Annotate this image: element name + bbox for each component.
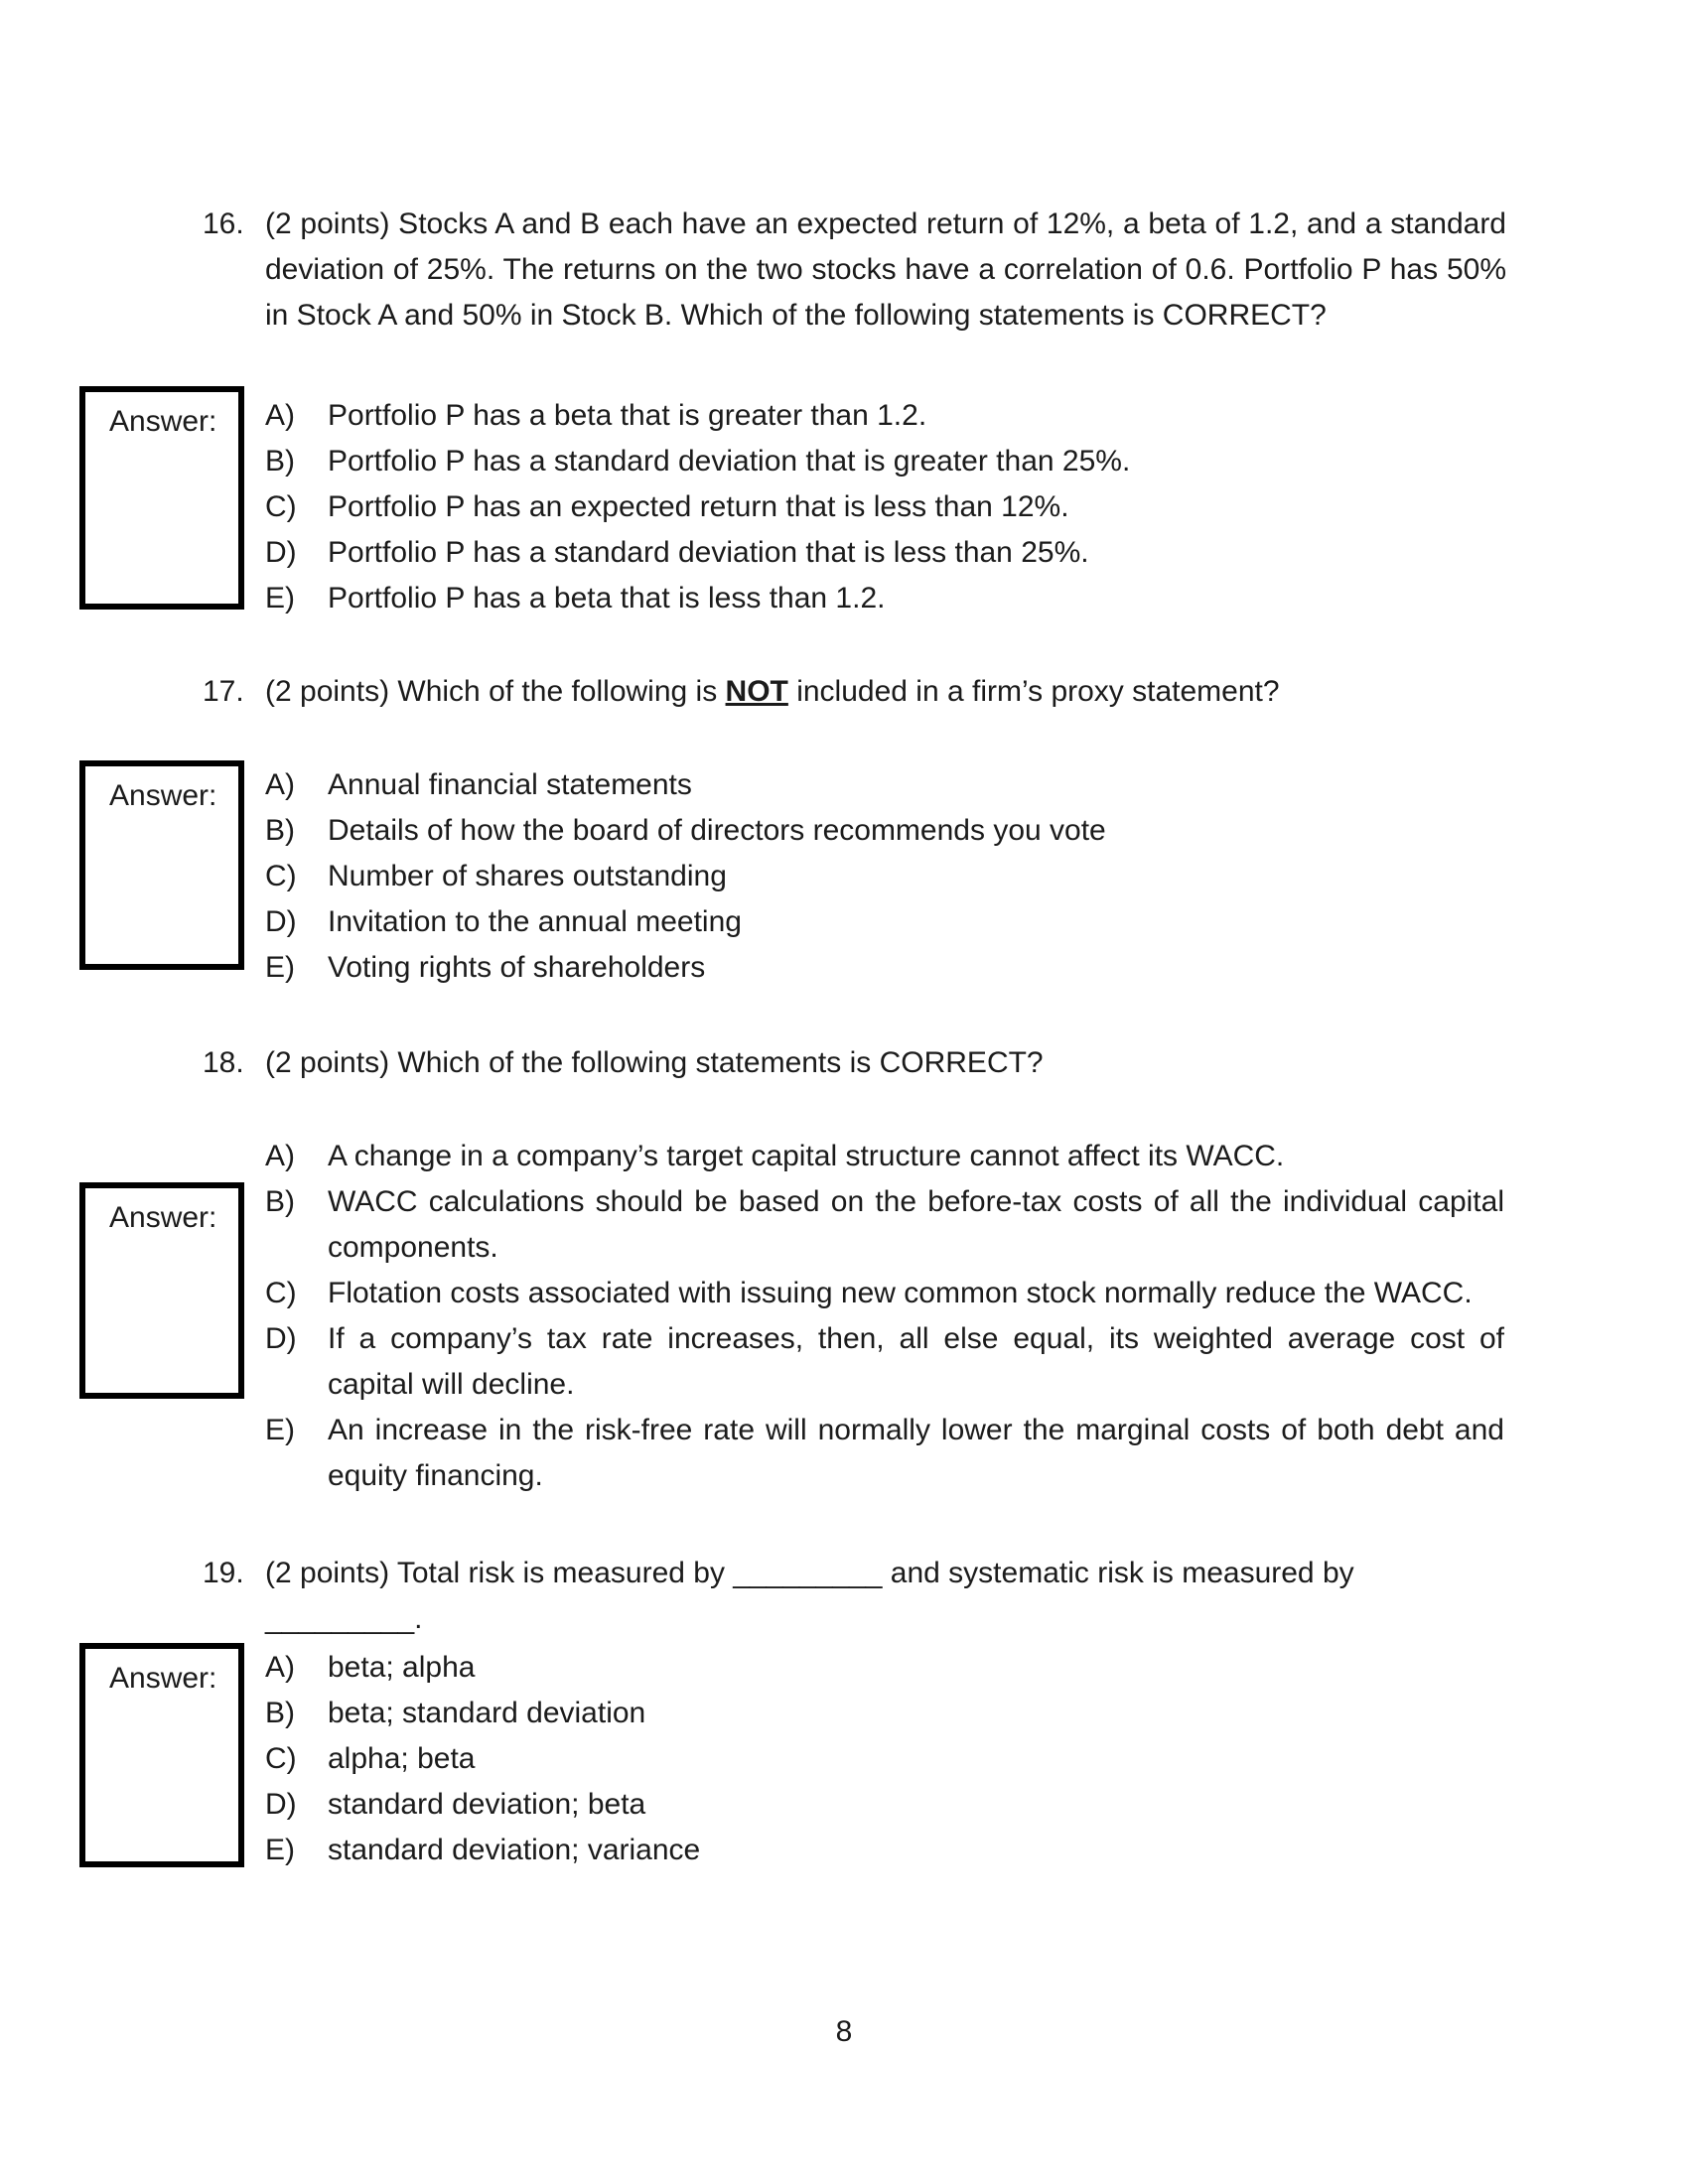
question-16 [203,202,1506,339]
option-letter: B) [265,445,295,478]
answer-box-q19 [79,1643,244,1867]
option-text: Portfolio P has a standard deviation that is less than 25%. [328,536,1089,569]
option-text: Annual financial statements [328,768,692,801]
option-row [265,1736,1504,1782]
option-letter: D) [265,536,297,569]
option-text: Portfolio P has an expected return that is less than 12%. [328,490,1069,523]
answer-label: Answer: [109,779,217,812]
option-letter: D) [265,1322,297,1355]
option-letter: A) [265,1651,295,1684]
answer-box-q18 [79,1182,244,1399]
option-text: standard deviation; beta [328,1788,646,1821]
option-row [265,899,1504,945]
option-letter: D) [265,1788,297,1821]
question-18-options [265,1134,1504,1499]
question-17 [203,669,1506,715]
option-row [265,393,1504,439]
option-row [265,1691,1504,1736]
option-letter: A) [265,768,295,801]
option-text: alpha; beta [328,1742,476,1775]
option-row [265,1271,1504,1316]
option-text: Portfolio P has a standard deviation that is greater than 25%. [328,445,1131,478]
option-text: Invitation to the annual meeting [328,905,742,938]
answer-label: Answer: [109,405,217,438]
option-text: beta; standard deviation [328,1697,646,1729]
option-letter: C) [265,1742,297,1775]
question-number: 18. [203,1046,244,1079]
option-letter: C) [265,490,297,523]
option-text: Portfolio P has a beta that is less than 1.2. [328,582,886,614]
option-row [265,576,1504,621]
not-emphasis: NOT [725,675,788,708]
option-letter: A) [265,1140,295,1172]
option-text: If a company’s tax rate increases, then, all else equal, its weighted average cost of capital will decline. [328,1322,1504,1401]
answer-label: Answer: [109,1662,217,1695]
option-text: A change in a company’s target capital structure cannot affect its WACC. [328,1140,1285,1172]
option-row [265,1408,1504,1499]
option-text: standard deviation; variance [328,1834,701,1866]
option-row [265,1828,1504,1873]
question-text [265,669,1506,715]
answer-box-q16 [79,386,244,610]
question-18 [203,1040,1506,1086]
option-letter: E) [265,1834,295,1866]
option-row [265,854,1504,899]
question-text: (2 points) Total risk is measured by _________ and systematic risk is measured by _________. [265,1557,1354,1635]
option-letter: D) [265,905,297,938]
option-text: WACC calculations should be based on the before-tax costs of all the individual capital components. [328,1185,1504,1264]
option-row [265,945,1504,991]
option-letter: C) [265,1277,297,1309]
option-row [265,439,1504,484]
question-text-before: (2 points) Which of the following is [265,675,726,708]
question-number: 19. [203,1557,244,1589]
option-text: beta; alpha [328,1651,476,1684]
option-row [265,1782,1504,1828]
answer-box-q17 [79,760,244,970]
option-row [265,762,1504,808]
question-16-options [265,393,1504,621]
option-text: Portfolio P has a beta that is greater than 1.2. [328,399,927,432]
option-letter: C) [265,860,297,892]
option-letter: B) [265,1185,295,1218]
option-row [265,808,1504,854]
option-letter: E) [265,951,295,984]
question-19-options [265,1645,1504,1873]
option-text: Number of shares outstanding [328,860,727,892]
option-letter: E) [265,582,295,614]
question-number: 16. [203,207,244,240]
option-letter: A) [265,399,295,432]
page-number: 8 [835,2015,853,2048]
option-row [265,1134,1504,1179]
option-text: An increase in the risk-free rate will normally lower the marginal costs of both debt and equity financing. [328,1414,1504,1492]
option-text: Details of how the board of directors recommends you vote [328,814,1106,847]
question-text-after: included in a firm’s proxy statement? [787,675,1280,708]
question-19 [203,1551,1506,1642]
option-row [265,1179,1504,1271]
option-letter: B) [265,814,295,847]
question-text: (2 points) Which of the following statements is CORRECT? [265,1046,1044,1079]
option-text: Voting rights of shareholders [328,951,706,984]
option-row [265,530,1504,576]
answer-label: Answer: [109,1201,217,1234]
option-letter: E) [265,1414,295,1446]
option-row [265,1316,1504,1408]
option-text: Flotation costs associated with issuing new common stock normally reduce the WACC. [328,1277,1473,1309]
option-letter: B) [265,1697,295,1729]
question-text: (2 points) Stocks A and B each have an expected return of 12%, a beta of 1.2, and a standard deviation of 25%. The returns on the two stocks have a correlation of 0.6. Portfolio P has 50% in Stock A and 50% in Stock B. Which of the following statements is CORRECT? [265,207,1506,332]
option-row [265,1645,1504,1691]
question-17-options [265,762,1504,991]
option-row [265,484,1504,530]
question-number: 17. [203,675,244,708]
